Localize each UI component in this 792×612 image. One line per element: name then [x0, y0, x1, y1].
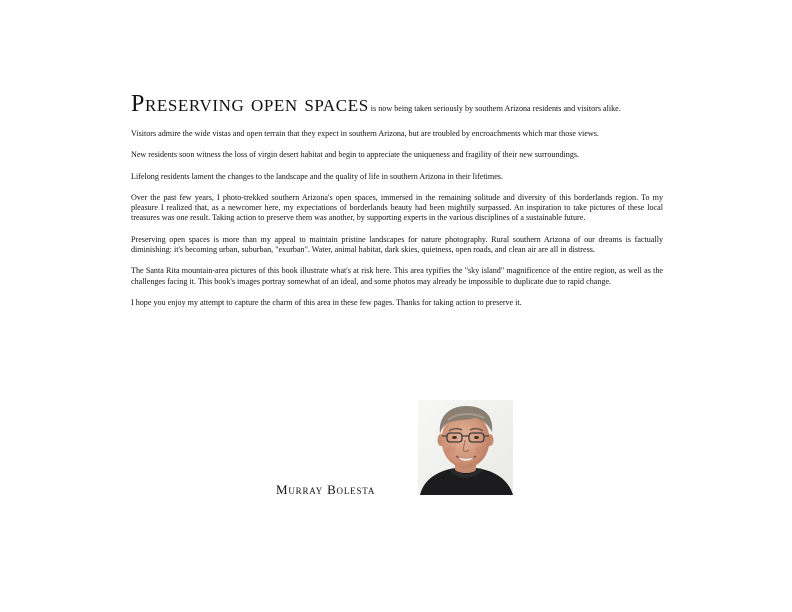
page-title: Preserving open spaces: [131, 91, 369, 117]
author-photo: [418, 400, 513, 495]
paragraph-santa-rita: The Santa Rita mountain-area pictures of this book illustrate what's at risk here. This area typifies the "sky island" magnificence of the entire region, as well as the challenges facing it. This book's images portray somewhat of an ideal, and some photos may already be impossible to duplicate due to rapid change.: [131, 266, 663, 286]
paragraph-preserving: Preserving open spaces is more than my appeal to maintain pristine landscapes for nature photography. Rural southern Arizona of our dreams is factually diminishing: it's becoming urban, suburban, "exurban". Water, animal habitat, dark skies, quietness, open roads, and clean air are all in distress.: [131, 234, 663, 255]
heading-line: [131, 92, 663, 116]
author-signature: Murray Bolesta: [276, 482, 376, 497]
paragraph-photo-trek: Over the past few years, I photo-trekked southern Arizona's open spaces, immersed in the remaining solitude and diversity of this borderlands region. To my pleasure I realized that, as a newcomer here, my expectations of borderlands beauty had been mightily surpassed. An inspiration to take pictures of these local treasures was one result. Taking action to preserve them was another, by supporting experts in the various disciplines of a sustainable future.: [131, 192, 663, 223]
paragraph-lifelong-residents: Lifelong residents lament the changes to the landscape and the quality of life in southern Arizona in their lifetimes.: [131, 171, 503, 181]
portrait-image: [418, 400, 513, 495]
paragraph-new-residents: New residents soon witness the loss of virgin desert habitat and begin to appreciate the uniqueness and fragility of their new surroundings.: [131, 150, 580, 160]
paragraph-closing: I hope you enjoy my attempt to capture the charm of this area in these few pages. Thanks for taking action to preserve it.: [131, 297, 522, 307]
heading-continuation: is now being taken seriously by southern Arizona residents and visitors alike.: [368, 104, 621, 113]
paragraph-visitors: Visitors admire the wide vistas and open terrain that they expect in southern Arizona, but are troubled by encroachments which mar those views.: [131, 129, 599, 138]
preface-text: [131, 92, 663, 319]
